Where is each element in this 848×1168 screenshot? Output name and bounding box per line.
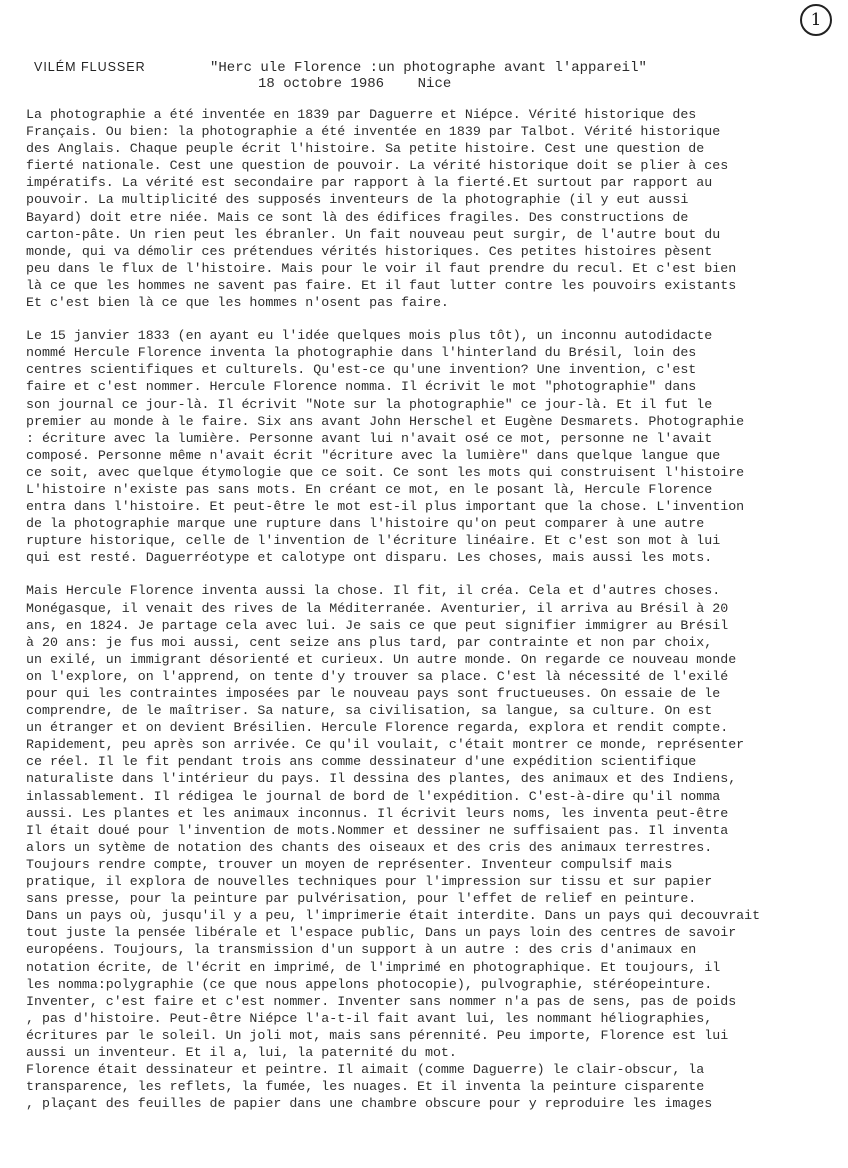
text-line: son journal ce jour-là. Il écrivit "Note sur la photographie" ce jour-là. Et il fut le bbox=[26, 396, 713, 412]
text-line: Bayard) doit etre niée. Mais ce sont là des édifices fragiles. Des constructions de bbox=[26, 209, 689, 225]
text-line: ce réel. Il le fit pendant trois ans comme dessinateur d'une expédition scientifique bbox=[26, 754, 697, 770]
text-line: premier au monde à le faire. Six ans avant John Herschel et Eugène Desmarets. Photographie bbox=[26, 413, 745, 429]
text-line: écritures par le soleil. Un joli mot, mais sans pérennité. Peu importe, Florence est lui bbox=[26, 1027, 729, 1043]
text-line: un exilé, un immigrant désorienté et curieux. Un autre monde. On regarde ce nouveau monde bbox=[26, 651, 737, 667]
text-line: peu dans le flux de l'histoire. Mais pour le voir il faut prendre du recul. Et c'est bien bbox=[26, 260, 737, 276]
text-line: sans presse, pour la peinture par pulvérisation, pour l'effet de relief en peinture. bbox=[26, 891, 697, 907]
text-line: faire et c'est nommer. Hercule Florence nomma. Il écrivit le mot "photographie" dans bbox=[26, 379, 697, 395]
text-line: impératifs. La vérité est secondaire par rapport à la fierté.Et surtout par rapport au bbox=[26, 175, 713, 191]
text-line: un étranger et on devient Brésilien. Hercule Florence regarda, explora et rendit compte. bbox=[26, 720, 729, 736]
text-line: qui est resté. Daguerréotype et calotype ont disparu. Les choses, mais aussi les mots. bbox=[26, 550, 713, 566]
paragraph bbox=[26, 327, 826, 566]
text-line: ans, en 1824. Je partage cela avec lui. Je sais ce que peut signifier immigrer au Brésil bbox=[26, 617, 729, 633]
text-line: les nomma:polygraphie (ce que nous appelons photocopie), pulvographie, stéréopeinture. bbox=[26, 976, 713, 992]
text-line: aussi. Les plantes et les animaux inconnus. Il écrivit leurs noms, les inventa peut-être bbox=[26, 805, 729, 821]
document-title: "Herc ule Florence :un photographe avant l'appareil" bbox=[210, 60, 647, 76]
text-line: entra dans l'histoire. Et peut-être le mot est-il plus important que la chose. L'invention bbox=[26, 499, 745, 515]
body-text bbox=[26, 106, 826, 1128]
date: 18 octobre 1986 bbox=[258, 76, 385, 92]
paragraph bbox=[26, 582, 826, 1112]
text-line: de la photographie marque une rupture dans l'histoire qu'on peut comparer à une autre bbox=[26, 516, 705, 532]
text-line: Monégasque, il venait des rives de la Méditerranée. Aventurier, il arriva au Brésil à 20 bbox=[26, 600, 729, 616]
text-line: Français. Ou bien: la photographie a été inventée en 1839 par Talbot. Vérité historique bbox=[26, 124, 721, 140]
text-line: Dans un pays où, jusqu'il y a peu, l'imprimerie était interdite. Dans un pays qui decouvrait bbox=[26, 908, 761, 924]
text-line: Mais Hercule Florence inventa aussi la chose. Il fit, il créa. Cela et d'autres choses. bbox=[26, 583, 721, 599]
text-line: inlassablement. Il rédigea le journal de bord de l'expédition. C'est-à-dire qu'il nomma bbox=[26, 788, 721, 804]
text-line: , plaçant des feuilles de papier dans une chambre obscure pour y reproduire les images bbox=[26, 1096, 713, 1112]
text-line: pouvoir. La multiplicité des supposés inventeurs de la photographie (il y eut aussi bbox=[26, 192, 689, 208]
text-line: monde, qui va démolir ces prétendues vérités historiques. Ces petites histoires pèsent bbox=[26, 243, 713, 259]
place: Nice bbox=[417, 76, 452, 92]
text-line: alors un sytème de notation des chants des oiseaux et des cris des animaux terrestres. bbox=[26, 839, 713, 855]
text-line: Il était doué pour l'invention de mots.Nommer et dessiner ne suffisaient pas. Il inventa bbox=[26, 822, 729, 838]
text-line: transparence, les reflets, la fumée, les nuages. Et il inventa la peinture cisparente bbox=[26, 1079, 705, 1095]
text-line: Inventer, c'est faire et c'est nommer. Inventer sans nommer n'a pas de sens, pas de poids bbox=[26, 993, 737, 1009]
text-line: Rapidement, peu après son arrivée. Ce qu'il voulait, c'était montrer ce monde, représenter bbox=[26, 737, 745, 753]
text-line: La photographie a été inventée en 1839 par Daguerre et Niépce. Vérité historique des bbox=[26, 107, 697, 122]
text-line: des Anglais. Chaque peuple écrit l'histoire. Sa petite histoire. Cest une question de bbox=[26, 141, 705, 157]
page-number: 1 bbox=[800, 4, 832, 36]
text-line: Le 15 janvier 1833 (en ayant eu l'idée quelques mois plus tôt), un inconnu autodidacte bbox=[26, 328, 713, 344]
text-line: L'histoire n'existe pas sans mots. En créant ce mot, en le posant là, Hercule Florence bbox=[26, 481, 713, 497]
text-line: carton-pâte. Un rien peut les ébranler. Un fait nouveau peut surgir, de l'autre bout du bbox=[26, 226, 721, 242]
text-line: : écriture avec la lumière. Personne avant lui n'avait osé ce mot, personne ne l'avait bbox=[26, 430, 713, 446]
text-line: tout juste la pensée libérale et l'espace public, Dans un pays loin des centres de savoir bbox=[26, 925, 737, 941]
text-line: naturaliste dans l'intérieur du pays. Il dessina des plantes, des animaux et des Indiens, bbox=[26, 771, 737, 787]
paragraph bbox=[26, 106, 826, 311]
text-line: à 20 ans: je fus moi aussi, cent seize ans plus tard, par contrainte et non par choix, bbox=[26, 634, 713, 650]
text-line: , pas d'histoire. Peut-être Niépce l'a-t-il fait avant lui, les nommant héliographies, bbox=[26, 1010, 713, 1026]
text-line: européens. Toujours, la transmission d'un support à un autre : des cris d'animaux en bbox=[26, 942, 697, 958]
dateline bbox=[258, 76, 451, 92]
text-line: aussi un inventeur. Et il a, lui, la paternité du mot. bbox=[26, 1044, 457, 1060]
text-line: là ce que les hommes ne savent pas faire. Et il faut lutter contre les pouvoirs existants bbox=[26, 277, 737, 293]
author-name: VILÉM FLUSSER bbox=[34, 60, 146, 74]
text-line: Toujours rendre compte, trouver un moyen de représenter. Inventeur compulsif mais bbox=[26, 856, 673, 872]
text-line: Et c'est bien là ce que les hommes n'osent pas faire. bbox=[26, 295, 449, 311]
text-line: composé. Personne même n'avait écrit "écriture avec la lumière" dans quelque langue que bbox=[26, 447, 721, 463]
text-line: fierté nationale. Cest une question de pouvoir. La vérité historique doit se plier à ces bbox=[26, 158, 729, 174]
text-line: ce soit, avec quelque étymologie que ce soit. Ce sont les mots qui construisent l'histoire bbox=[26, 464, 745, 480]
text-line: on l'explore, on l'apprend, on tente d'y trouver sa place. C'est là nécessité de l'exilé bbox=[26, 668, 729, 684]
text-line: pratique, il explora de nouvelles techniques pour l'impression sur tissu et sur papier bbox=[26, 874, 713, 890]
text-line: comprendre, de le maîtriser. Sa nature, sa civilisation, sa langue, sa culture. On est bbox=[26, 703, 713, 719]
text-line: rupture historique, celle de l'invention de l'écriture linéaire. Et c'est son mot à lui bbox=[26, 533, 721, 549]
text-line: centres scientifiques et culturels. Qu'est-ce qu'une invention? Une invention, c'est bbox=[26, 362, 697, 378]
text-line: pour qui les contraintes imposées par le nouveau pays sont fructueuses. On essaie de le bbox=[26, 686, 721, 701]
text-line: notation écrite, de l'écrit en imprimé, de l'imprimé en photographique. Et toujours, il bbox=[26, 959, 721, 975]
text-line: Florence était dessinateur et peintre. Il aimait (comme Daguerre) le clair-obscur, la bbox=[26, 1062, 705, 1078]
text-line: nommé Hercule Florence inventa la photographie dans l'hinterland du Brésil, loin des bbox=[26, 345, 697, 361]
